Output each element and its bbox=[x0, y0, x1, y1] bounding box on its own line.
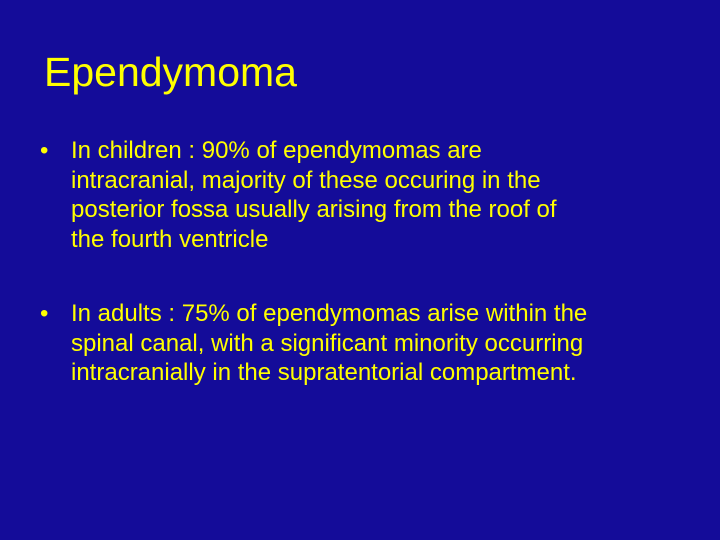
slide-title: Ependymoma bbox=[44, 49, 297, 95]
bullet-marker: • bbox=[40, 300, 49, 327]
bullet-text-children: In children : 90% of ependymomas are intracranial, majority of these occuring in the posterior fossa usually arising from the roof of the fourth ventricle bbox=[71, 137, 557, 253]
bullet-marker: • bbox=[40, 137, 49, 164]
bullet-item-children bbox=[40, 136, 690, 254]
bullet-list bbox=[40, 136, 690, 388]
bullet-item-adults bbox=[40, 299, 690, 388]
bullet-text-adults: In adults : 75% of ependymomas arise within the spinal canal, with a significant minority occurring intracranially in the supratentorial compartment. bbox=[71, 300, 588, 386]
